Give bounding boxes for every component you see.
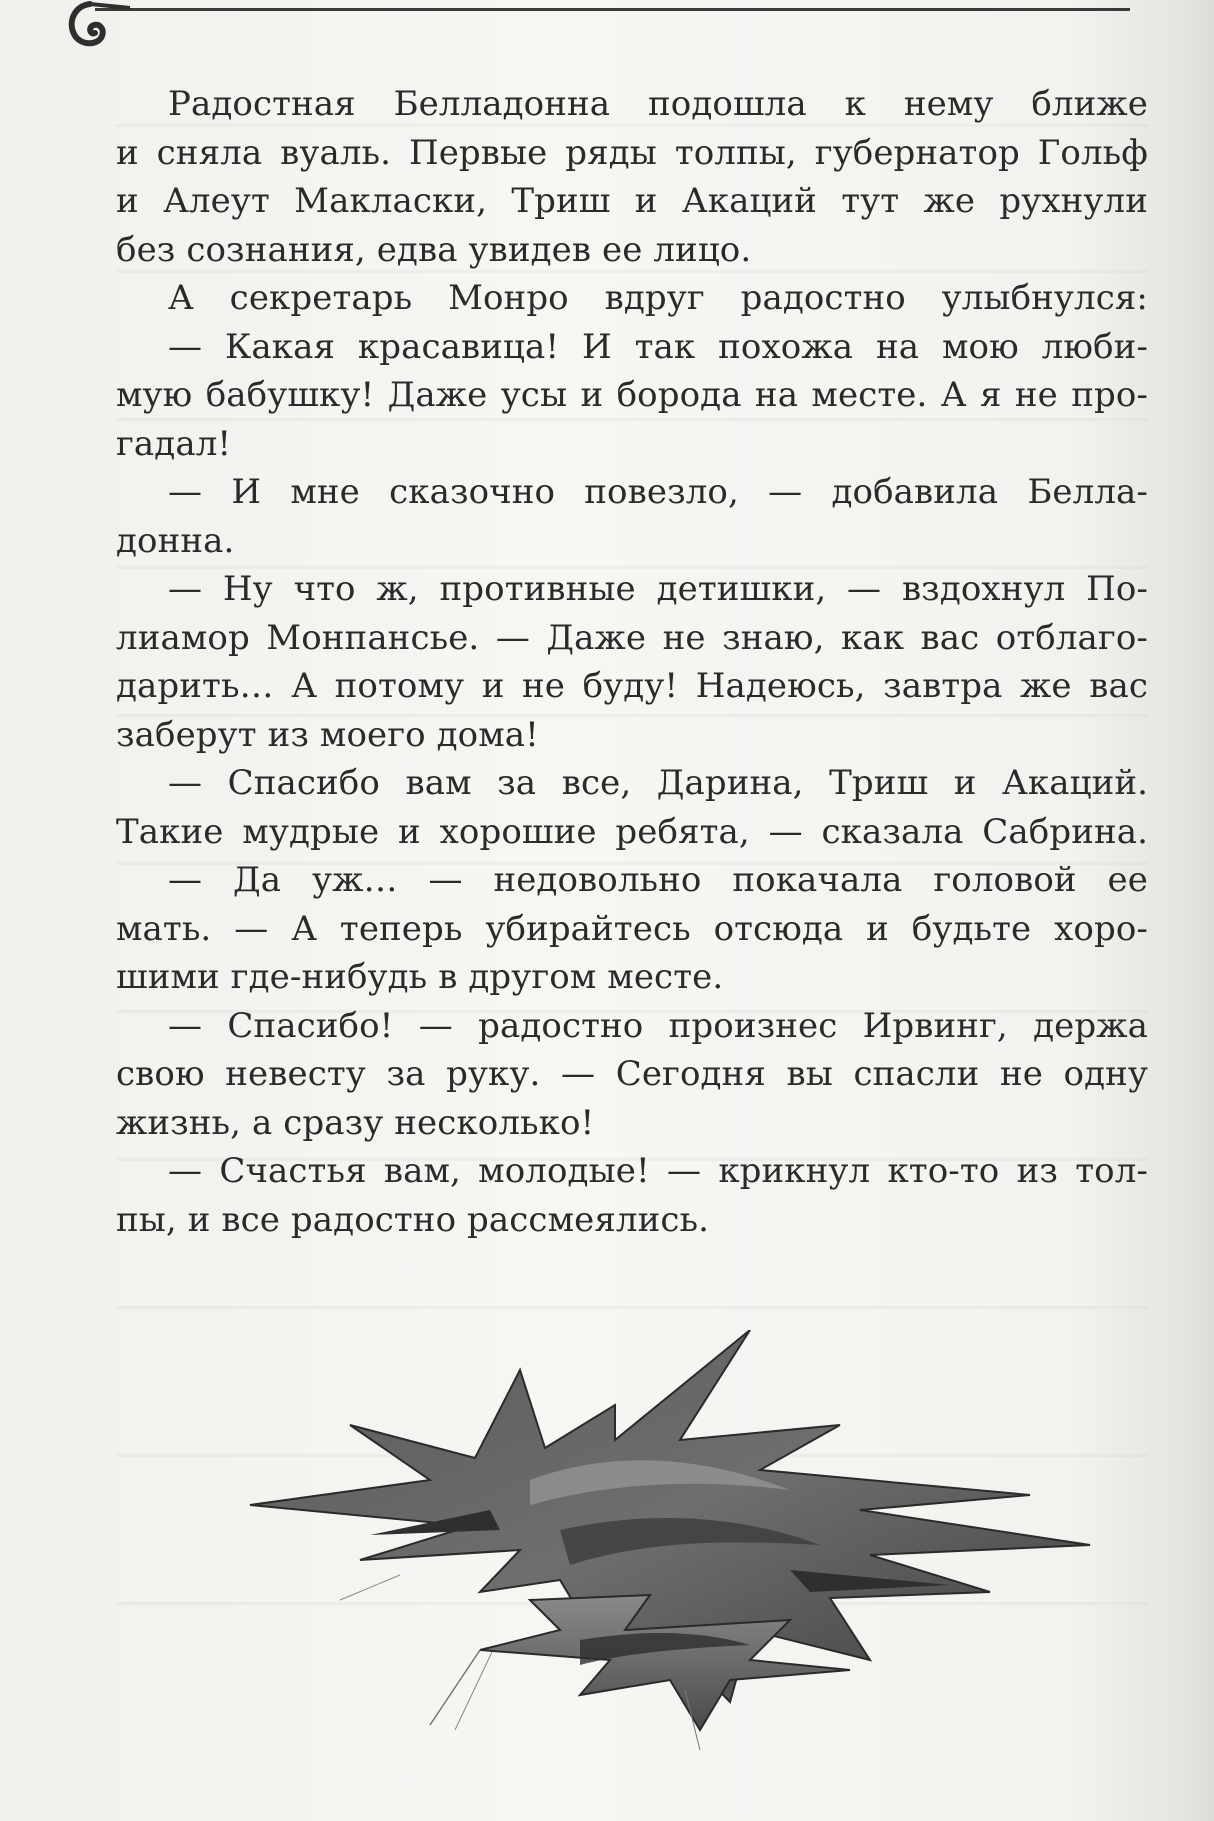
text-line: пы, и все радостно рассмеялись. — [116, 1199, 710, 1240]
spiky-splash-illustration-icon — [230, 1330, 1110, 1750]
text-line: лиамор Монпансье. — Даже не знаю, как вас отблаго- — [116, 617, 1148, 658]
text-line: — Спасибо вам за все, Дарина, Триш и Акаций. — [168, 763, 1148, 803]
text-line: А секретарь Монро вдруг радостно улыбнулся: — [168, 278, 1148, 318]
text-line: — Ну что ж, противные детишки, — вздохнул По- — [168, 569, 1148, 609]
bleed-through-line — [116, 1306, 1148, 1309]
text-line: шими где-нибудь в другом месте. — [116, 957, 724, 997]
text-line: мать. — А теперь убирайтесь отсюда и будьте хоро- — [116, 908, 1148, 949]
text-line: жизнь, а сразу несколько! — [116, 1102, 595, 1143]
body-text — [116, 80, 1148, 1244]
text-line: — Какая красавица! И так похожа на мою люби- — [168, 326, 1148, 367]
text-line: донна. — [116, 520, 235, 561]
header-rule — [95, 8, 1130, 11]
text-line: и сняла вуаль. Первые ряды толпы, губернатор Гольф — [116, 132, 1148, 173]
text-line: — И мне сказочно повезло, — добавила Белла- — [168, 472, 1148, 512]
curl-ornament-icon — [60, 0, 130, 60]
text-line: без сознания, едва увидев ее лицо. — [116, 229, 752, 270]
text-line: свою невесту за руку. — Сегодня вы спасли не одну — [116, 1054, 1148, 1094]
text-line: — Спасибо! — радостно произнес Ирвинг, держа — [168, 1005, 1148, 1046]
text-line: — Счастья вам, молодые! — крикнул кто-то из тол- — [168, 1151, 1148, 1191]
text-line: — Да уж… — недовольно покачала головой ее — [168, 860, 1148, 900]
text-line: гадал! — [116, 423, 232, 464]
text-line: и Алеут Макласки, Триш и Акаций тут же рухнули — [116, 181, 1148, 221]
text-line: Радостная Белладонна подошла к нему ближе — [168, 84, 1148, 124]
text-line: заберут из моего дома! — [116, 714, 539, 755]
text-line: дарить… А потому и не буду! Надеюсь, завтра же вас — [116, 666, 1148, 706]
text-line: Такие мудрые и хорошие ребята, — сказала Сабрина. — [116, 811, 1148, 852]
text-line: мую бабушку! Даже усы и борода на месте. А я не про- — [116, 375, 1148, 415]
